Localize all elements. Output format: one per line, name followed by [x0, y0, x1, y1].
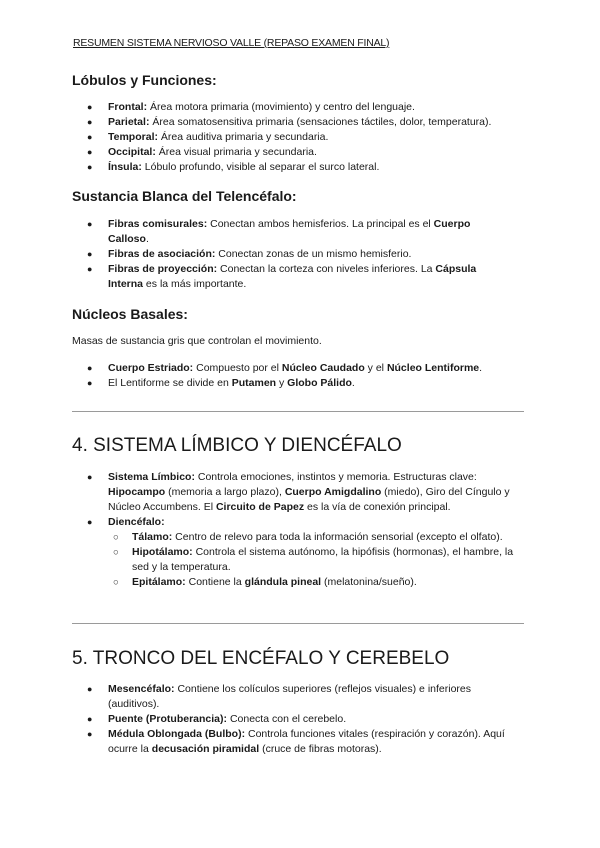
term: Mesencéfalo: — [108, 683, 175, 695]
horizontal-divider — [72, 411, 524, 412]
list-item — [108, 470, 528, 515]
list-item — [108, 515, 528, 590]
item-text: El Lentiforme se divide en — [108, 377, 232, 389]
list-item — [108, 262, 498, 292]
list-item — [108, 682, 518, 712]
item-text: . — [479, 362, 483, 374]
term: Cuerpo Estriado: — [108, 362, 194, 374]
term: Hipotálamo: — [132, 546, 193, 558]
nucleos-intro: Masas de sustancia gris que controlan el movimiento. — [72, 335, 322, 347]
list-item — [108, 100, 528, 115]
list-item — [108, 160, 528, 175]
list-item — [108, 217, 498, 247]
item-text: Lóbulo profundo, visible al separar el surco lateral. — [141, 161, 380, 173]
sub-list-item — [132, 530, 524, 545]
list-item — [108, 145, 528, 160]
heading-lobulos: Lóbulos y Funciones: — [72, 72, 217, 88]
item-text: Área somatosensitiva primaria (sensaciones táctiles, dolor, temperatura). — [149, 116, 492, 128]
bold-text: glándula pineal — [244, 576, 322, 588]
item-text: Controla el sistema autónomo, la hipófisis (hormonas), el hambre, la sed y la temperatura. — [132, 546, 514, 573]
term: Ínsula: — [108, 161, 142, 173]
bold-text: Cuerpo Amigdalino — [284, 486, 382, 498]
item-text: es la más importante. — [143, 278, 247, 290]
term: Puente (Protuberancia): — [108, 713, 228, 725]
term: Médula Oblongada (Bulbo): — [108, 728, 246, 740]
item-text: Área motora primaria (movimiento) y centro del lenguaje. — [147, 101, 415, 113]
term: Epitálamo: — [132, 576, 186, 588]
bold-text: Circuito de Papez — [215, 501, 305, 513]
term: Frontal: — [108, 101, 148, 113]
sub-list-item — [132, 575, 524, 590]
bold-text: Hipocampo — [108, 486, 166, 498]
section5-list — [108, 682, 518, 757]
sub-list-item — [132, 545, 524, 575]
term: Sistema Límbico: — [108, 471, 195, 483]
term: Occipital: — [108, 146, 156, 158]
term: Tálamo: — [132, 531, 173, 543]
item-text: Conectan la corteza con niveles inferiores. La — [217, 263, 436, 275]
nucleos-list — [108, 361, 528, 391]
bold-text: Núcleo Caudado — [281, 362, 365, 374]
item-text: y el — [364, 362, 387, 374]
horizontal-divider — [72, 623, 524, 624]
list-item — [108, 130, 528, 145]
item-text: (miedo), Giro del Cíngulo y Núcleo Accumbens. El — [108, 486, 510, 513]
term: Fibras de asociación: — [108, 248, 216, 260]
item-text: Controla emociones, instintos y memoria. Estructuras clave: — [194, 471, 477, 483]
heading-nucleos-basales: Núcleos Basales: — [72, 306, 188, 322]
item-text: (melatonina/sueño). — [321, 576, 417, 588]
diencefalo-sublist — [132, 530, 524, 590]
document-title: RESUMEN SISTEMA NERVIOSO VALLE (REPASO EXAMEN FINAL) — [73, 37, 390, 49]
bold-text: Globo Pálido — [287, 377, 352, 389]
item-text: Conectan zonas de un mismo hemisferio. — [215, 248, 412, 260]
list-item — [108, 712, 518, 727]
list-item — [108, 115, 528, 130]
term: Temporal: — [108, 131, 158, 143]
sustancia-list — [108, 217, 498, 292]
item-text: Área visual primaria y secundaria. — [155, 146, 317, 158]
item-text: (cruce de fibras motoras). — [259, 743, 382, 755]
item-text: Controla funciones vitales (respiración y corazón). Aquí ocurre la — [108, 728, 505, 755]
bold-text: decusación piramidal — [151, 743, 260, 755]
item-text: Conecta con el cerebelo. — [227, 713, 347, 725]
list-item — [108, 376, 528, 391]
list-item — [108, 247, 498, 262]
item-text: Contiene los colículos superiores (reflejos visuales) e inferiores (auditivos). — [108, 683, 471, 710]
item-text: Área auditiva primaria y secundaria. — [157, 131, 329, 143]
heading-sustancia-blanca: Sustancia Blanca del Telencéfalo: — [72, 188, 297, 204]
bold-text: Cuerpo Calloso — [108, 218, 471, 245]
item-text: . — [145, 233, 149, 245]
list-item — [108, 361, 528, 376]
list-item — [108, 727, 518, 757]
item-text: Compuesto por el — [193, 362, 282, 374]
term: Parietal: — [108, 116, 150, 128]
term: Fibras de proyección: — [108, 263, 218, 275]
item-text: Centro de relevo para toda la información sensorial (excepto el olfato). — [172, 531, 503, 543]
item-text: es la vía de conexión principal. — [304, 501, 451, 513]
heading-section-5: 5. TRONCO DEL ENCÉFALO Y CEREBELO — [72, 648, 450, 669]
lobulos-list — [108, 100, 528, 175]
term: Diencéfalo: — [108, 516, 165, 528]
bold-text: Putamen — [231, 377, 277, 389]
section4-list — [108, 470, 528, 590]
item-text: (memoria a largo plazo), — [165, 486, 285, 498]
item-text: Conectan ambos hemisferios. La principal es el — [207, 218, 434, 230]
bold-text: Cápsula Interna — [108, 263, 477, 290]
bold-text: Núcleo Lentiforme — [386, 362, 480, 374]
item-text: Contiene la — [185, 576, 245, 588]
item-text: . — [351, 377, 355, 389]
item-text: y — [276, 377, 288, 389]
term: Fibras comisurales: — [108, 218, 208, 230]
heading-section-4: 4. SISTEMA LÍMBICO Y DIENCÉFALO — [72, 435, 402, 456]
